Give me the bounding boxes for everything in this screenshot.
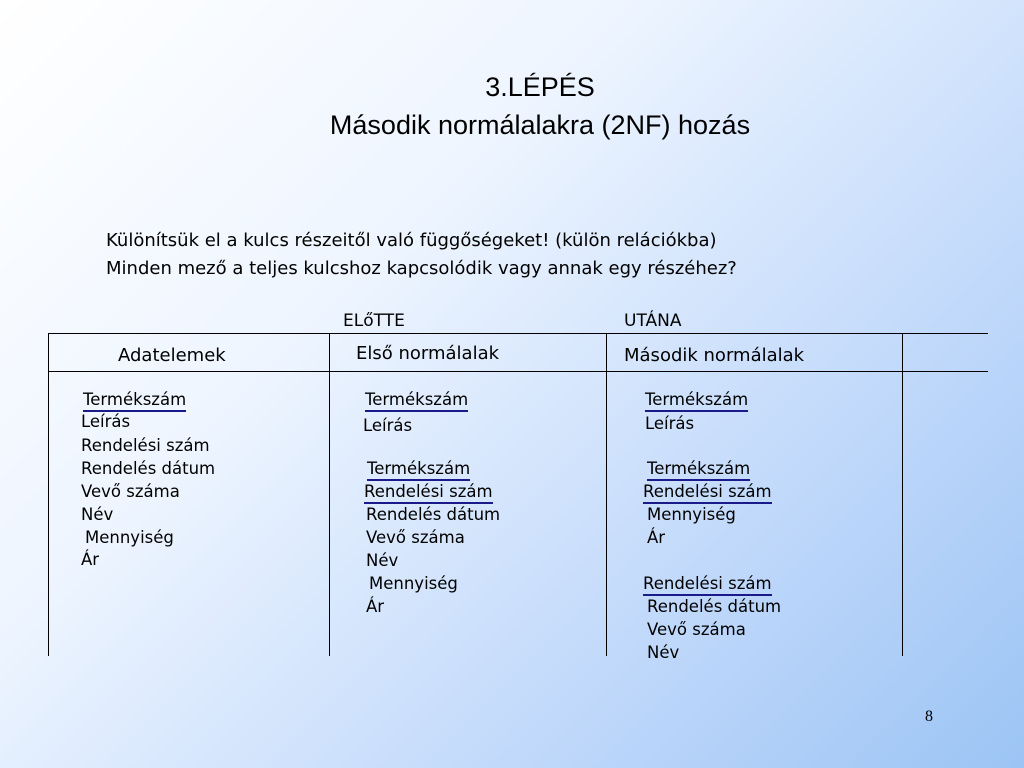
col3-item-product-number-key: Termékszám: [647, 459, 750, 481]
table-divider-3: [902, 333, 903, 656]
table-divider-2: [606, 333, 607, 656]
col2-item-product-number: Termékszám: [365, 390, 468, 412]
column-header-second-normal-form: Második normálalak: [624, 345, 805, 366]
col1-item-order-date: Rendelés dátum: [81, 459, 216, 478]
col3-item-order-number-key: Rendelési szám: [643, 482, 772, 504]
col1-item-quantity: Mennyiség: [85, 528, 174, 547]
before-header: ELőTTE: [343, 311, 405, 331]
col2-item-price: Ár: [366, 597, 385, 616]
column-header-first-normal-form: Első normálalak: [356, 343, 500, 364]
col3-item-quantity: Mennyiség: [647, 505, 736, 524]
col3-item-price: Ár: [647, 528, 666, 547]
col1-item-order-number: Rendelési szám: [81, 436, 210, 455]
slide-title: 3.LÉPÉS: [485, 72, 595, 102]
col2-item-order-date: Rendelés dátum: [366, 505, 501, 524]
col3-item-order-number-key-2: Rendelési szám: [643, 574, 772, 596]
table-divider-1: [329, 333, 330, 656]
col3-item-description: Leírás: [645, 414, 695, 433]
page-number: 8: [925, 708, 933, 725]
col2-item-quantity: Mennyiség: [369, 574, 458, 593]
col3-item-order-date: Rendelés dátum: [647, 597, 782, 616]
col2-item-order-number-key: Rendelési szám: [364, 482, 493, 504]
table-left-border: [48, 333, 49, 656]
col1-item-product-number: Termékszám: [83, 390, 186, 412]
col3-item-product-number: Termékszám: [645, 390, 748, 412]
col3-item-name: Név: [647, 643, 680, 662]
col1-item-name: Név: [81, 505, 114, 524]
col3-item-customer-number: Vevő száma: [647, 620, 746, 639]
col2-item-product-number-key: Termékszám: [367, 459, 470, 481]
column-header-data-elements: Adatelemek: [118, 345, 226, 366]
table-top-border: [48, 333, 988, 334]
slide-subtitle: Második normálalakra (2NF) hozás: [329, 110, 751, 140]
col2-item-name: Név: [366, 551, 399, 570]
col1-item-customer-number: Vevő száma: [81, 482, 180, 501]
intro-line-1: Különítsük el a kulcs részeitől való függőségeket! (külön relációkba): [106, 230, 717, 251]
table-header-border: [48, 371, 988, 372]
intro-line-2: Minden mező a teljes kulcshoz kapcsolódik vagy annak egy részéhez?: [106, 258, 737, 279]
col2-item-customer-number: Vevő száma: [366, 528, 465, 547]
col1-item-description: Leírás: [81, 412, 131, 431]
col2-item-description: Leírás: [363, 416, 413, 435]
col1-item-price: Ár: [81, 550, 100, 569]
after-header: UTÁNA: [624, 311, 682, 331]
